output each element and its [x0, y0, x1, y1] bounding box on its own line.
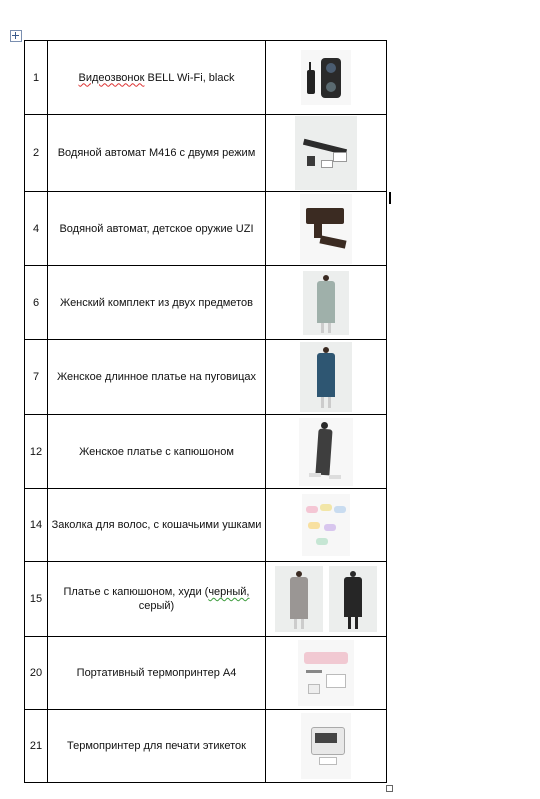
product-name: Водяной автомат М416 с двумя режим: [48, 115, 266, 192]
table-row: [25, 710, 387, 783]
product-table: [24, 40, 387, 783]
product-image-cell: [266, 489, 387, 562]
product-name: Женское платье с капюшоном: [48, 415, 266, 489]
row-number: 21: [25, 710, 48, 783]
product-image-cell: [266, 637, 387, 710]
product-name: Водяной автомат, детское оружие UZI: [48, 192, 266, 266]
table-row: [25, 192, 387, 266]
product-name-part: BELL Wi-Fi, black: [144, 71, 235, 84]
womens-button-dress-image: [300, 342, 352, 412]
row-number: 6: [25, 266, 48, 340]
table-row: [25, 489, 387, 562]
table-row: [25, 415, 387, 489]
text-cursor: [389, 192, 391, 204]
hooded-dress-grey-image: [275, 566, 323, 632]
video-doorbell-image: [301, 50, 351, 105]
table-row: [25, 115, 387, 192]
product-name-part: Платье с капюшоном, худи (: [63, 586, 209, 598]
product-image-cell: [266, 266, 387, 340]
product-name-part: серый): [138, 600, 175, 612]
row-number: 12: [25, 415, 48, 489]
table-resize-handle[interactable]: [386, 785, 393, 792]
table-move-handle[interactable]: [10, 30, 22, 42]
row-number: 1: [25, 41, 48, 115]
product-name-part: Видеозвонок: [78, 71, 145, 84]
womens-two-piece-set-image: [303, 271, 349, 335]
hooded-dress-black-image: [329, 566, 377, 632]
row-number: 4: [25, 192, 48, 266]
product-name: Женское длинное платье на пуговицах: [48, 340, 266, 415]
product-name-part: черный,: [208, 586, 250, 598]
product-image-cell: [266, 41, 387, 115]
product-name: Портативный термопринтер А4: [48, 637, 266, 710]
portable-thermal-printer-a4-image: [298, 640, 354, 706]
product-name: Женский комплект из двух предметов: [48, 266, 266, 340]
product-image-cell: [266, 115, 387, 192]
row-number: 14: [25, 489, 48, 562]
product-image-cell: [266, 192, 387, 266]
table-row: [25, 266, 387, 340]
product-name: [48, 562, 266, 637]
row-number: 20: [25, 637, 48, 710]
product-name: Термопринтер для печати этикеток: [48, 710, 266, 783]
product-name: Заколка для волос, с кошачьими ушками: [48, 489, 266, 562]
table-row: [25, 41, 387, 115]
womens-hooded-dress-image: [299, 418, 353, 486]
water-gun-uzi-image: [300, 194, 352, 264]
row-number: 2: [25, 115, 48, 192]
table-row: [25, 562, 387, 637]
product-image-cell: [266, 710, 387, 783]
row-number: 7: [25, 340, 48, 415]
table-row: [25, 637, 387, 710]
product-image-cell: [266, 415, 387, 489]
product-image-cell: [266, 340, 387, 415]
row-number: 15: [25, 562, 48, 637]
table-row: [25, 340, 387, 415]
product-image-cell: [266, 562, 387, 637]
label-thermal-printer-image: [301, 713, 351, 779]
product-name: [48, 41, 266, 115]
water-gun-m416-image: [295, 116, 357, 190]
cat-ear-hair-clips-image: [302, 494, 350, 556]
